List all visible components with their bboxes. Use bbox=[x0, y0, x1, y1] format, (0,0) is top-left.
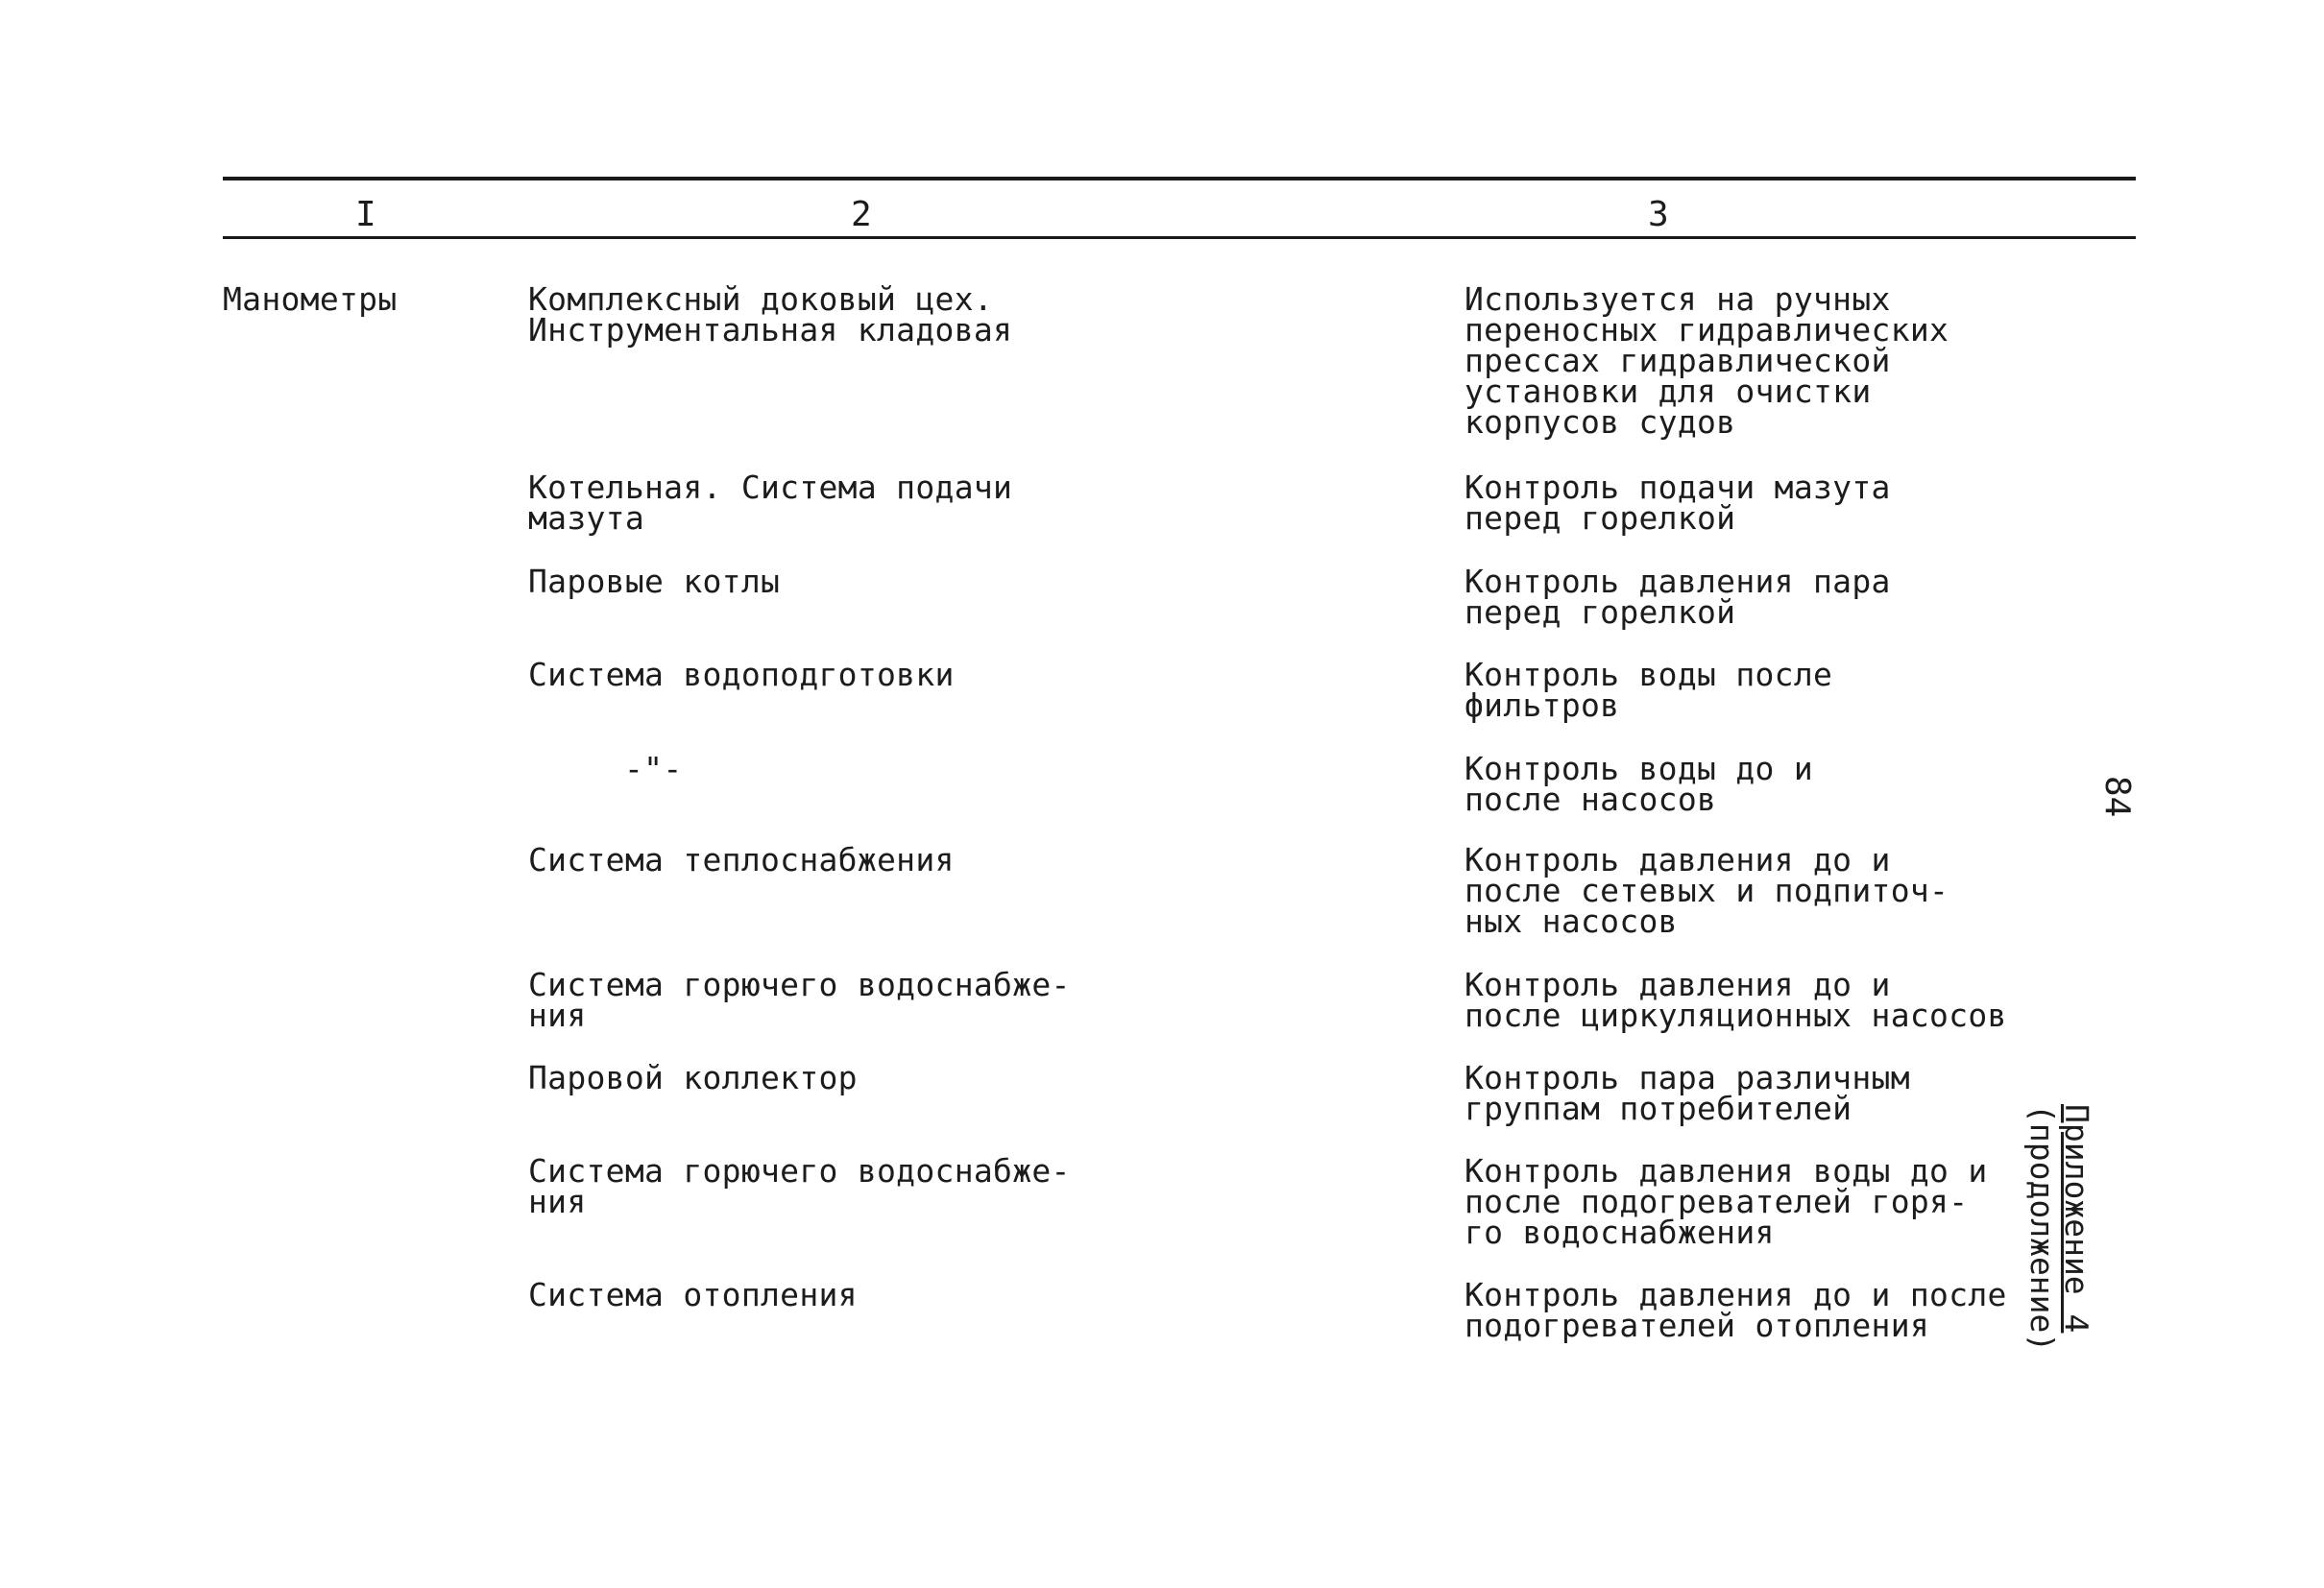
row-5-location-ditto: -"- bbox=[624, 750, 683, 787]
column-number-2: 2 bbox=[851, 195, 872, 234]
row-10-location: Система отопления bbox=[528, 1276, 858, 1313]
column-number-1: I bbox=[355, 195, 376, 234]
column-number-3: 3 bbox=[1648, 195, 1669, 234]
row-8-purpose: Контроль пара различным группам потребителей bbox=[1465, 1059, 1910, 1127]
row-6-location: Система теплоснабжения bbox=[528, 841, 955, 878]
row-9-purpose: Контроль давления воды до и после подогревателей горя- го водоснабжения bbox=[1465, 1152, 1988, 1251]
row-7-purpose: Контроль давления до и после циркуляционных насосов bbox=[1465, 966, 2007, 1034]
table-header-rule bbox=[223, 236, 2136, 239]
row-4-location: Система водоподготовки bbox=[528, 656, 955, 693]
row-10-purpose: Контроль давления до и после подогревателей отопления bbox=[1465, 1276, 2007, 1344]
page-number: 84 bbox=[2097, 776, 2137, 818]
row-2-location: Котельная. Система подачи мазута bbox=[528, 469, 1013, 537]
row-6-purpose: Контроль давления до и после сетевых и подпиточ- ных насосов bbox=[1465, 841, 1949, 940]
appendix-title: Приложение 4 bbox=[2058, 1104, 2095, 1334]
row-9-location: Система горючего водоснабже- ния bbox=[528, 1152, 1071, 1220]
row-4-purpose: Контроль воды после фильтров bbox=[1465, 656, 1833, 724]
table-top-rule bbox=[223, 177, 2136, 180]
row-1-location: Комплексный доковый цех. Инструментальная кладовая bbox=[528, 280, 1013, 349]
row-3-purpose: Контроль давления пара перед горелкой bbox=[1465, 563, 1891, 631]
row-1-purpose: Используется на ручных переносных гидравлических прессах гидравлической установки для очистки корпусов судов bbox=[1465, 280, 1949, 441]
device-name: Манометры bbox=[223, 280, 398, 318]
row-3-location: Паровые котлы bbox=[528, 563, 781, 600]
row-2-purpose: Контроль подачи мазута перед горелкой bbox=[1465, 469, 1891, 537]
appendix-continuation: (продолжение) bbox=[2023, 1104, 2061, 1353]
row-5-purpose: Контроль воды до и после насосов bbox=[1465, 750, 1814, 818]
row-7-location: Система горючего водоснабже- ния bbox=[528, 966, 1071, 1034]
row-8-location: Паровой коллектор bbox=[528, 1059, 858, 1096]
appendix-caption bbox=[2024, 1104, 2094, 1352]
